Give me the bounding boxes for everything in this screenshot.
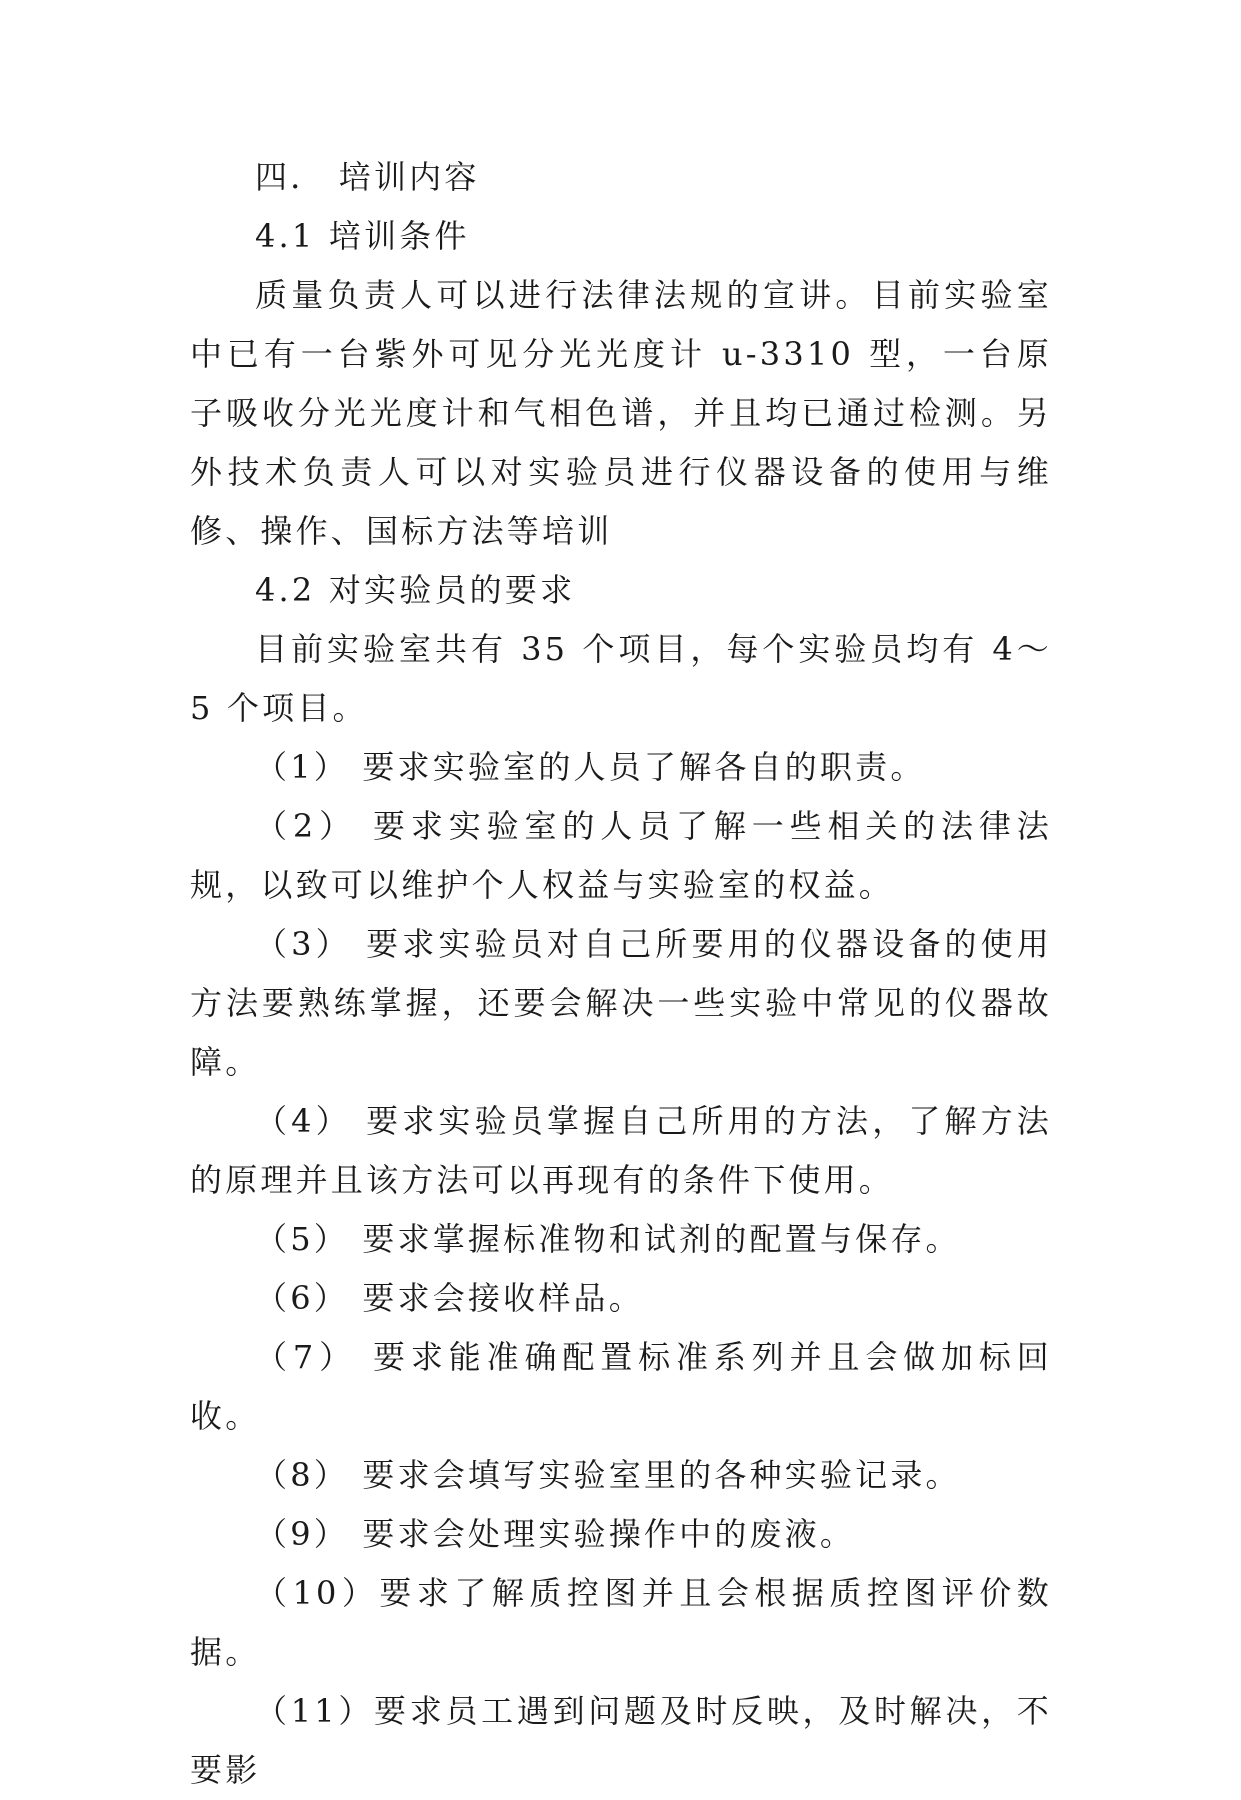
requirement-item: （10）要求了解质控图并且会根据质控图评价数据。 xyxy=(190,1574,1052,1671)
document-body xyxy=(190,148,1052,1800)
requirement-item: （2） 要求实验室的人员了解一些相关的法律法规，以致可以维护个人权益与实验室的权益。 xyxy=(190,807,1052,904)
requirement-item: （6） 要求会接收样品。 xyxy=(255,1279,644,1317)
requirement-item: （5） 要求掌握标准物和试剂的配置与保存。 xyxy=(255,1220,961,1258)
requirement-item: （1） 要求实验室的人员了解各自的职责。 xyxy=(255,748,926,786)
requirement-item: （9） 要求会处理实验操作中的废液。 xyxy=(255,1515,856,1553)
requirement-item: （8） 要求会填写实验室里的各种实验记录。 xyxy=(255,1456,961,1494)
paragraph-training-conditions: 质量负责人可以进行法律法规的宣讲。目前实验室中已有一台紫外可见分光光度计 u-3310 型，一台原子吸收分光光度计和气相色谱，并且均已通过检测。另外技术负责人可以对实验员进行仪器设备的使用与维修、操作、国标方法等培训 xyxy=(190,276,1052,550)
requirement-item: （11）要求员工遇到问题及时反映，及时解决，不要影 xyxy=(190,1692,1052,1789)
subsection-heading-training-conditions: 4.1 培训条件 xyxy=(255,217,470,255)
requirement-item: （7） 要求能准确配置标准系列并且会做加标回收。 xyxy=(190,1338,1052,1435)
subsection-heading-staff-requirements: 4.2 对实验员的要求 xyxy=(255,571,576,609)
requirement-item: （4） 要求实验员掌握自己所用的方法，了解方法的原理并且该方法可以再现有的条件下使用。 xyxy=(190,1102,1052,1199)
requirement-item: （3） 要求实验员对自己所要用的仪器设备的使用方法要熟练掌握，还要会解决一些实验中常见的仪器故障。 xyxy=(190,925,1052,1081)
paragraph-project-count: 目前实验室共有 35 个项目，每个实验员均有 4～5 个项目。 xyxy=(190,630,1052,727)
section-heading: 四． 培训内容 xyxy=(255,158,480,196)
